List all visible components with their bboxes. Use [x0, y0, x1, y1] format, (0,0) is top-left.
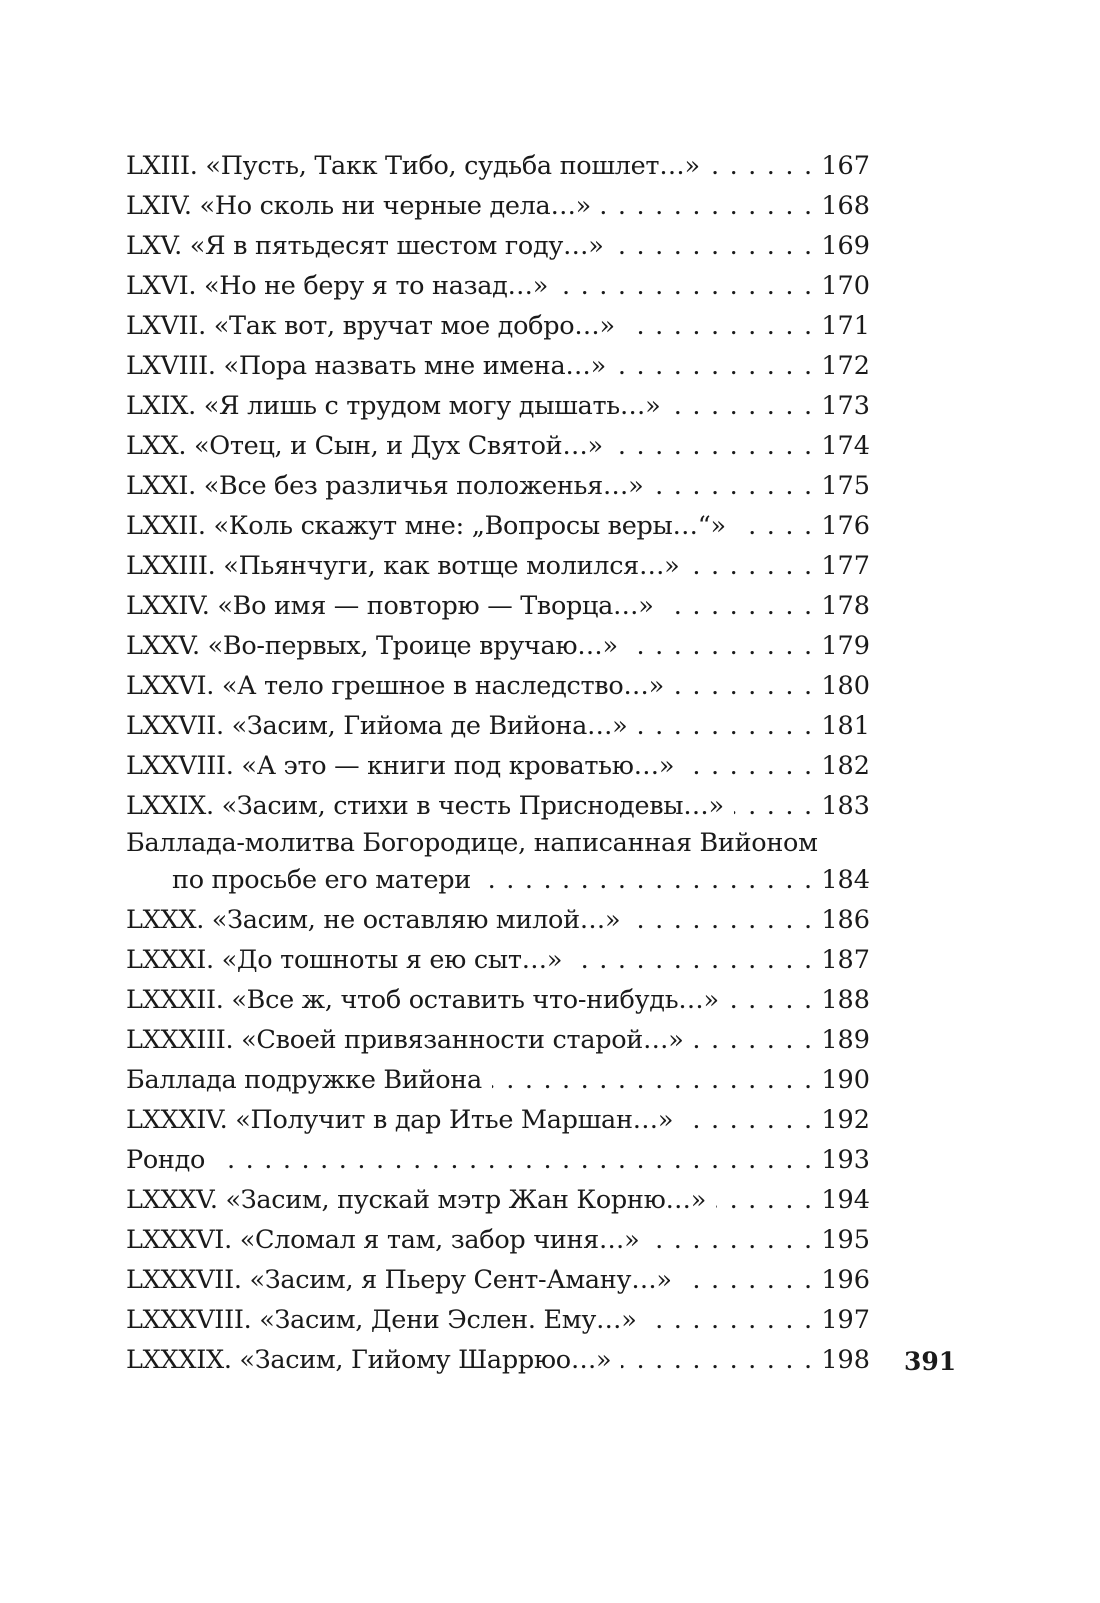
- toc-entry-page: 176: [821, 511, 870, 541]
- toc-entry-page: 186: [821, 905, 870, 935]
- dot-leader: [492, 1060, 813, 1100]
- dot-leader: [684, 746, 813, 786]
- toc-entry-page: 196: [821, 1265, 870, 1295]
- dot-leader: [689, 546, 813, 586]
- toc-entry-title: Рондо: [126, 1145, 206, 1175]
- toc-entry[interactable]: [126, 466, 870, 506]
- toc-entry-page: 168: [821, 191, 870, 221]
- dot-leader: [664, 586, 814, 626]
- toc-entry[interactable]: [126, 386, 870, 426]
- toc-entry-title: LXXXIII. «Своей привязанности старой…»: [126, 1025, 684, 1055]
- toc-entry-page: 181: [821, 711, 870, 741]
- dot-leader: [682, 1260, 814, 1300]
- toc-entry-page: 180: [821, 671, 870, 701]
- toc-entry-page: 195: [821, 1225, 870, 1255]
- toc-entry[interactable]: [126, 1260, 870, 1300]
- toc-entry-title: LXXXV. «Засим, пускай мэтр Жан Корню…»: [126, 1185, 707, 1215]
- toc-entry[interactable]: [126, 586, 870, 626]
- toc-entry-page: 184: [821, 865, 870, 895]
- toc-entry-page: 167: [821, 151, 870, 181]
- dot-leader: [653, 466, 813, 506]
- dot-leader: [616, 346, 813, 386]
- toc-entry-page: 172: [821, 351, 870, 381]
- toc-entry-title: LXXXVI. «Сломал я там, забор чиня…»: [126, 1225, 640, 1255]
- dot-leader: [621, 1340, 813, 1380]
- toc-entry-page: 188: [821, 985, 870, 1015]
- toc-entry-page: 179: [821, 631, 870, 661]
- toc-entry-page: 187: [821, 945, 870, 975]
- toc-entry-title: LXXVI. «А тело грешное в наследство…»: [126, 671, 664, 701]
- toc-entry[interactable]: [126, 1220, 870, 1260]
- toc-entry[interactable]: [126, 1100, 870, 1140]
- toc-entry[interactable]: [126, 506, 870, 546]
- toc-entry[interactable]: [126, 980, 870, 1020]
- toc-entry-page: 190: [821, 1065, 870, 1095]
- toc-entry-title: LXXX. «Засим, не оставляю милой…»: [126, 905, 621, 935]
- toc-entry-title: LXXVIII. «А это — книги под кроватью…»: [126, 751, 675, 781]
- toc-entry-title: LXXIV. «Во имя — повторю — Творца…»: [126, 591, 654, 621]
- dot-leader: [734, 786, 814, 826]
- toc-entry-title: LXVIII. «Пора назвать мне имена…»: [126, 351, 606, 381]
- toc-entry-title: LXIX. «Я лишь с трудом могу дышать…»: [126, 391, 661, 421]
- toc-entry[interactable]: [126, 626, 870, 666]
- toc-entry[interactable]: [126, 706, 870, 746]
- page-number: 391: [904, 1347, 957, 1376]
- toc-entry[interactable]: [126, 306, 870, 346]
- toc-entry-page: 173: [821, 391, 870, 421]
- dot-leader: [630, 900, 813, 940]
- toc-entry[interactable]: [126, 546, 870, 586]
- dot-leader: [558, 266, 813, 306]
- toc-entry-title-line2: по просьбе его матери: [172, 865, 472, 895]
- dot-leader: [625, 306, 814, 346]
- dot-leader: [637, 706, 813, 746]
- dot-leader: [601, 186, 813, 226]
- toc-entry[interactable]: [126, 426, 870, 466]
- dot-leader: [683, 1100, 813, 1140]
- toc-entry-page: 175: [821, 471, 870, 501]
- toc-entry[interactable]: [126, 1060, 870, 1100]
- toc-entry-title: LXXXIV. «Получит в дар Итье Маршан…»: [126, 1105, 674, 1135]
- toc-entry-page: 177: [821, 551, 870, 581]
- toc-entry-page: 198: [821, 1345, 870, 1375]
- toc-entry-title: LXXVII. «Засим, Гийома де Вийона…»: [126, 711, 628, 741]
- toc-entry[interactable]: [126, 940, 870, 980]
- toc-entry-title: LXXV. «Во-первых, Троице вручаю…»: [126, 631, 618, 661]
- dot-leader: [670, 386, 813, 426]
- dot-leader: [647, 1300, 814, 1340]
- toc-entry[interactable]: [126, 346, 870, 386]
- toc-entry-page: 197: [821, 1305, 870, 1335]
- toc-entry[interactable]: [126, 900, 870, 940]
- toc-entry[interactable]: [126, 666, 870, 706]
- toc-entry-title-line1: Баллада-молитва Богородице, написанная Вийоном: [126, 828, 818, 858]
- toc-entry-title: LXX. «Отец, и Сын, и Дух Святой…»: [126, 431, 603, 461]
- toc-entry-title: LXV. «Я в пятьдесят шестом году…»: [126, 231, 604, 261]
- toc-entry-page: 189: [821, 1025, 870, 1055]
- toc-entry-title: LXXIX. «Засим, стихи в честь Приснодевы…»: [126, 791, 724, 821]
- dot-leader: [716, 1180, 813, 1220]
- toc-entry-title: LXXXIX. «Засим, Гийому Шаррюо…»: [126, 1345, 612, 1375]
- dot-leader: [710, 146, 814, 186]
- toc-entry-title: Баллада подружке Вийона: [126, 1065, 482, 1095]
- toc-entry[interactable]: [126, 1300, 870, 1340]
- table-of-contents: [126, 146, 870, 1380]
- toc-entry[interactable]: [126, 266, 870, 306]
- toc-entry-title: LXXXVIII. «Засим, Дени Эслен. Ему…»: [126, 1305, 637, 1335]
- toc-entry-title: LXXII. «Коль скажут мне: „Вопросы веры…“»: [126, 511, 726, 541]
- toc-entry[interactable]: [126, 1140, 870, 1180]
- toc-entry-title: LXXI. «Все без различья положенья…»: [126, 471, 644, 501]
- toc-entry-page: 174: [821, 431, 870, 461]
- toc-entry-title: LXVI. «Но не беру я то назад…»: [126, 271, 549, 301]
- toc-entry-title: LXXXII. «Все ж, чтоб оставить что-нибудь…»: [126, 985, 719, 1015]
- toc-entry[interactable]: [126, 1020, 870, 1060]
- toc-entry-title: LXIV. «Но сколь ни черные дела…»: [126, 191, 591, 221]
- dot-leader: [736, 506, 814, 546]
- toc-entry-page: 170: [821, 271, 870, 301]
- dot-leader: [649, 1220, 813, 1260]
- toc-entry-title: LXXIII. «Пьянчуги, как вотще молился…»: [126, 551, 680, 581]
- dot-leader: [614, 226, 814, 266]
- toc-entry-title: LXIII. «Пусть, Такк Тибо, судьба пошлет…»: [126, 151, 700, 181]
- toc-entry[interactable]: [126, 1340, 870, 1380]
- toc-entry-title: LXVII. «Так вот, вручат мое добро…»: [126, 311, 615, 341]
- dot-leader: [572, 940, 813, 980]
- toc-entry[interactable]: [126, 746, 870, 786]
- toc-entry-page: 182: [821, 751, 870, 781]
- toc-entry-page: 178: [821, 591, 870, 621]
- dot-leader: [729, 980, 814, 1020]
- toc-entry[interactable]: [126, 786, 870, 826]
- dot-leader: [481, 860, 813, 900]
- dot-leader: [674, 666, 813, 706]
- toc-entry-page: 193: [821, 1145, 870, 1175]
- toc-entry-page: 194: [821, 1185, 870, 1215]
- dot-leader: [628, 626, 814, 666]
- toc-entry-page: 171: [821, 311, 870, 341]
- toc-entry-title: LXXXI. «До тошноты я ею сыт…»: [126, 945, 563, 975]
- toc-entry[interactable]: [126, 1180, 870, 1220]
- toc-entry-ballad-prayer[interactable]: [126, 826, 870, 900]
- toc-entry-page: 183: [821, 791, 870, 821]
- toc-entry[interactable]: [126, 226, 870, 266]
- toc-entry[interactable]: [126, 146, 870, 186]
- dot-leader: [613, 426, 814, 466]
- toc-entry-title: LXXXVII. «Засим, я Пьеру Сент-Аману…»: [126, 1265, 672, 1295]
- toc-entry-page: 192: [821, 1105, 870, 1135]
- toc-entry-page: 169: [821, 231, 870, 261]
- dot-leader: [694, 1020, 814, 1060]
- dot-leader: [215, 1140, 813, 1180]
- toc-entry[interactable]: [126, 186, 870, 226]
